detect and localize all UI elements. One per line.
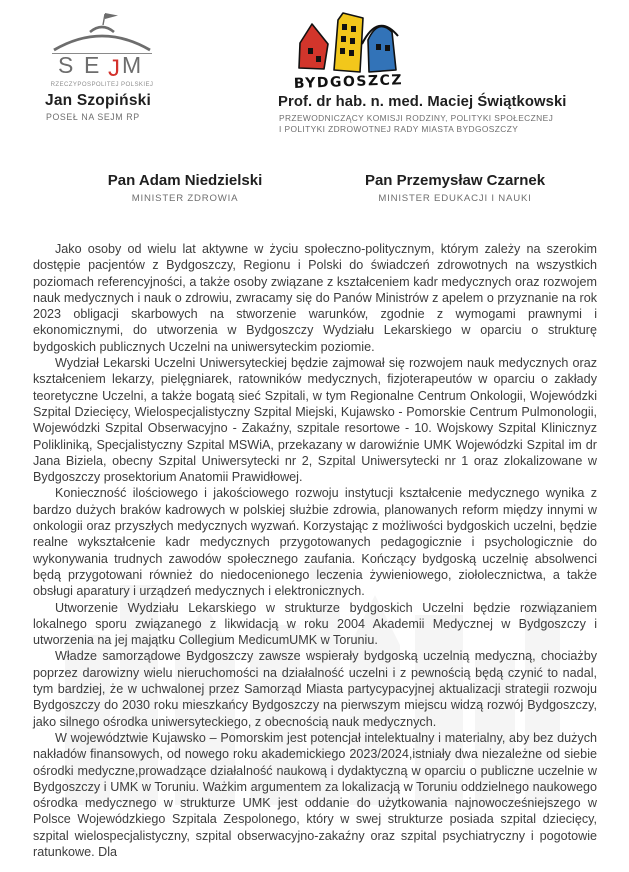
sender-right-role-line2: I POLITYKI ZDROWOTNEJ RADY MIASTA BYDGOSZCZY [279, 124, 519, 134]
paragraph-4: Utworzenie Wydziału Lekarskiego w strukturze bydgoskich Uczelni będzie rozwiązaniem lokalnego sporu związanego z likwidacją w roku 2004 Akademii Medycznej w Bydgoszczy i utworzenia na jej majątku Collegium MedicumUMK w Toruniu. [33, 600, 597, 648]
sender-right-name: Prof. dr hab. n. med. Maciej Świątkowski [278, 94, 567, 110]
sender-left-role: POSEŁ NA SEJM RP [46, 112, 140, 122]
sejm-dome [54, 36, 150, 50]
sender-right-role-line1: PRZEWODNICZĄCY KOMISJI RODZINY, POLITYKI SPOŁECZNEJ [279, 113, 554, 123]
paragraph-5: Władze samorządowe Bydgoszczy zawsze wspierały bydgoską uczelnią medyczną, chociażby poprzez darowizny wielu nieruchomości na działalność uczelni i z pewnością będą czynić to nadal, tym bardziej, że w uchwalonej przez Samorząd Miasta partycypacyjnej aktualizacji strategii rozwoju Bydgoszczy do 2030 roku mieszkańcy Bydgoszczy na pierwszym miejscu widzą rozwój Bydgoszczy, jako silnego ośrodka uniwersyteckiego, z obecnością nauk medycznych. [33, 649, 597, 729]
bydgoszcz-logo [290, 8, 410, 94]
addressee-education-minister [335, 172, 575, 204]
addressee-health-minister [65, 172, 305, 204]
bydgoszcz-logo-caption: BYDGOSZCZ [293, 72, 404, 92]
addressee-title: MINISTER ZDROWIA [131, 193, 239, 204]
yellow-house-icon [334, 13, 363, 72]
sejm-cupola [90, 27, 114, 32]
red-house-icon [299, 24, 328, 69]
blue-house-icon [362, 26, 398, 72]
paragraph-3: Konieczność ilościowego i jakościowego rozwoju instytucji kształcenie medycznego wynika z bardzo dużych braków kadrowych w polskiej służbie zdrowia, planowanych reform między innymi w onkologii oraz przyszłych medycznych wyzwań. Korzystając z możliwości bydgoskich uczelni, będzie realne wykształcenie kadr medycznych przygotowanych pedagogicznie i psychologicznie do wykonywania trudnych zawodów społecznego zaufania. Kończący bydgoską uczelnię absolwenci będą przygotowani również do niedocenionego leczenia żywieniowego, ziołolecznictwa, a także obsługi aparatury i urządzeń medycznych i elektronicznych. [33, 486, 597, 599]
sejm-letter-s: S [58, 52, 74, 78]
paragraph-2: Wydział Lekarski Uczelni Uniwersyteckiej będzie zajmował się rozwojem nauk medycznych oraz kształceniem lekarzy, pielęgniarek, ratowników medycznych, fizjoterapeutów w oparciu o zakłady teoretyczne Uczelni, a także bogatą sieć Szpitali, w tym Regionalne Centrum Onkologii, Wojewódzki Szpital Dziecięcy, Wielospecjalistyczny Szpital Miejski, Kujawsko - Pomorskie Centrum Pulmonologii, Wojewódzki Szpital Obserwacyjno - Zakaźny, szpitale resortowe - 10. Wojskowy Szpital Klinicznyz Polikliniką, Specjalistyczny Szpital MSWiA, przekazany w darowiźnie UMK Wojewódzki Szpital im dr Jana Biziela, obecny Szpital Uniwersytecki nr 2, Szpital Uniwersytecki nr 1 oraz zlokalizowane w Bydgoszczy prosektorium Anatomii Prawidłowej. [33, 356, 597, 485]
sejm-letter-m: M [122, 52, 142, 78]
sejm-logo [48, 10, 156, 90]
paragraph-1: Jako osoby od wielu lat aktywne w życiu społeczno-politycznym, którym zależy na szerokim dostępie pacjentów z Bydgoszczy, Regionu i Polski do świadczeń zdrowotnych na wszystkich poziomach referencyjności, a także osoby związane z kształceniem kadr medycznych oraz rozwojem nauk medycznych i nauk o zdrowiu, zwracamy się do Panów Ministrów z apelem o przyznanie na rok 2023 obligacji skarbowych na stworzenie warunków, zgodnie z wymogami prawnymi i ekonomicznymi, do utworzenia w Bydgoszczy Wydziału Lekarskiego w oparciu o strukturę bydgoskich publicznych Uczelni na uniwersyteckim poziomie. [33, 242, 597, 354]
addressee-title: MINISTER EDUKACJI I NAUKI [378, 193, 532, 204]
sejm-letter-e: E [84, 52, 100, 78]
sejm-logo-caption: RZECZYPOSPOLITEJ POLSKIEJ [50, 81, 154, 88]
addressee-name: Pan Przemysław Czarnek [364, 172, 546, 189]
paragraph-6: W województwie Kujawsko – Pomorskim jest potencjał intelektualny i materialny, aby bez dużych nakładów finansowych, od nowego roku akademickiego 2023/2024,istniały dwa niezależne od siebie ośrodki medyczne,prowadzące działalność naukową i dydaktyczną w oparciu o publiczne uczelnie w Bydgoszczy i UMK w Toruniu. Ważkim argumentem za lokalizacją w Toruniu oddzielnego naukowego ośrodka medycznego w strukturze UMK jest oddanie do użytkowania najnowocześniejszego w Polsce Wojewódzkiego Szpitala Zespolonego, który w swej strukturze posiada szpital dziecięcy, szpital wielospecjalistyczny, szpital obserwacyjno-zakaźny oraz szpital psychiatryczny i pogotowie ratunkowe. Dla [33, 730, 597, 859]
addressee-name: Pan Adam Niedzielski [107, 172, 263, 189]
sejm-letter-j: J [108, 55, 120, 82]
sejm-flag-icon [103, 13, 118, 25]
letter-body [33, 241, 597, 860]
sender-left-name: Jan Szopiński [45, 92, 151, 109]
